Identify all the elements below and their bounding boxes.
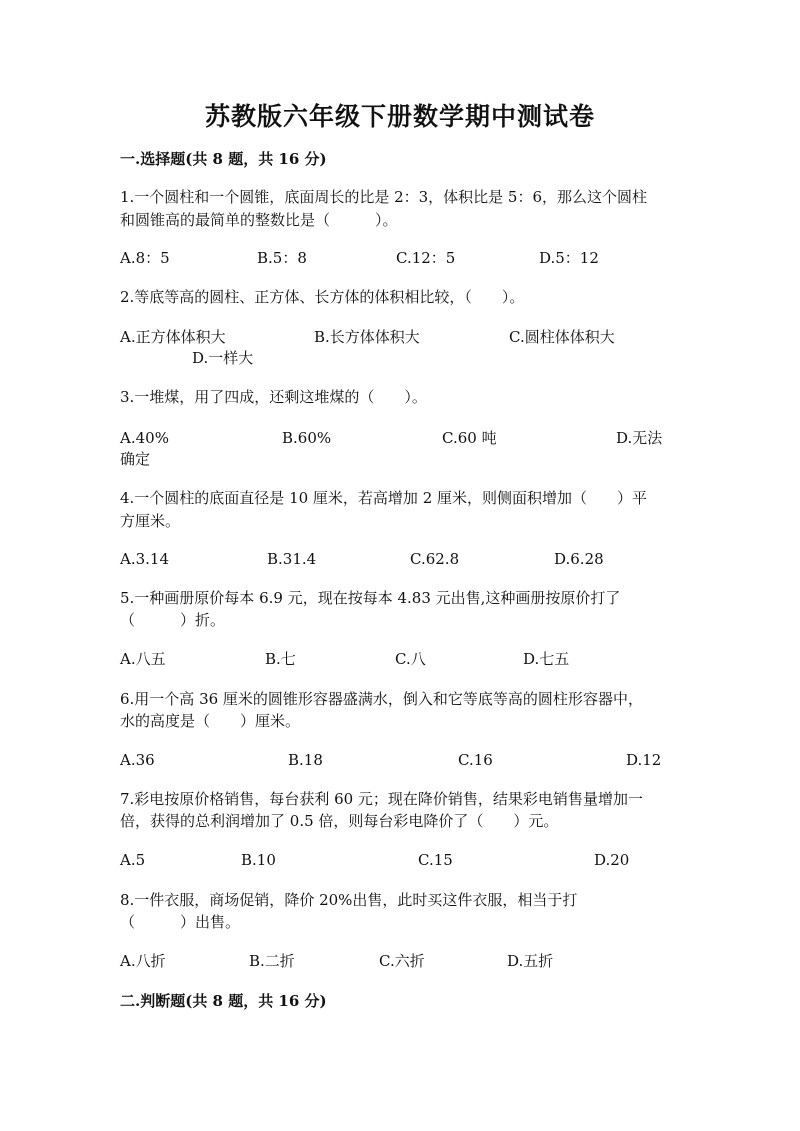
question-1-line-1: 1.一个圆柱和一个圆锥，底面周长的比是 2：3，体积比是 5：6，那么这个圆柱 bbox=[120, 188, 648, 206]
question-1-option-a: A.8：5 bbox=[120, 249, 170, 267]
question-2-line-1: 2.等底等高的圆柱、正方体、长方体的体积相比较，（ ）。 bbox=[120, 288, 525, 306]
page-title: 苏教版六年级下册数学期中测试卷 bbox=[204, 102, 595, 131]
question-8-line-1: 8.一件衣服，商场促销，降价 20%出售，此时买这件衣服，相当于打 bbox=[120, 891, 578, 909]
question-4-line-2: 方厘米。 bbox=[120, 512, 181, 530]
question-8-option-d: D.五折 bbox=[507, 952, 554, 970]
question-3-line-1: 3.一堆煤，用了四成，还剩这堆煤的（ ）。 bbox=[120, 388, 427, 406]
question-5-line-2: （ ）折。 bbox=[120, 611, 226, 629]
question-6-option-d: D.12 bbox=[626, 751, 662, 769]
question-6-option-b: B.18 bbox=[288, 751, 323, 769]
question-1-option-d: D.5：12 bbox=[539, 249, 599, 267]
question-2-option-b: B.长方体体积大 bbox=[314, 328, 420, 346]
question-4-option-b: B.31.4 bbox=[267, 550, 317, 568]
question-8-line-2: （ ）出售。 bbox=[120, 913, 241, 931]
question-6-line-2: 水的高度是（ ）厘米。 bbox=[120, 712, 301, 730]
question-7-option-b: B.10 bbox=[241, 851, 276, 869]
question-4-option-c: C.62.8 bbox=[410, 550, 460, 568]
section-heading-choice: 一.选择题(共 8 题，共 16 分) bbox=[120, 150, 327, 168]
question-4-option-a: A.3.14 bbox=[120, 550, 169, 568]
question-5-option-b: B.七 bbox=[265, 650, 296, 668]
question-5-line-1: 5.一种画册原价每本 6.9 元，现在按每本 4.83 元出售,这种画册按原价打了 bbox=[120, 589, 621, 607]
question-3-option-a: A.40% bbox=[120, 429, 169, 447]
question-7-option-a: A.5 bbox=[120, 851, 146, 869]
question-7-option-c: C.15 bbox=[418, 851, 453, 869]
question-2-option-c: C.圆柱体体积大 bbox=[509, 328, 615, 346]
section-heading-judgment: 二.判断题(共 8 题，共 16 分) bbox=[120, 992, 327, 1010]
question-8-option-b: B.二折 bbox=[249, 952, 295, 970]
question-2-option-d: D.一样大 bbox=[192, 349, 254, 367]
question-3-option-b: B.60% bbox=[282, 429, 332, 447]
question-1-option-c: C.12：5 bbox=[396, 249, 456, 267]
question-7-line-1: 7.彩电按原价格销售，每台获利 60 元；现在降价销售，结果彩电销售量增加一 bbox=[120, 790, 643, 808]
question-6-line-1: 6.用一个高 36 厘米的圆锥形容器盛满水，倒入和它等底等高的圆柱形容器中， bbox=[120, 690, 643, 708]
question-8-option-a: A.八折 bbox=[120, 952, 166, 970]
question-8-option-c: C.六折 bbox=[379, 952, 425, 970]
question-5-option-c: C.八 bbox=[395, 650, 426, 668]
question-3-option-d-continued: 确定 bbox=[120, 450, 151, 468]
question-7-line-2: 倍，获得的总利润增加了 0.5 倍，则每台彩电降价了（ ）元。 bbox=[120, 812, 559, 830]
question-3-option-d: D.无法 bbox=[616, 429, 663, 447]
question-4-line-1: 4.一个圆柱的底面直径是 10 厘米，若高增加 2 厘米，则侧面积增加（ ）平 bbox=[120, 489, 648, 507]
question-6-option-a: A.36 bbox=[120, 751, 155, 769]
question-2-option-a: A.正方体体积大 bbox=[120, 328, 226, 346]
question-5-option-a: A.八五 bbox=[120, 650, 166, 668]
question-4-option-d: D.6.28 bbox=[554, 550, 604, 568]
question-5-option-d: D.七五 bbox=[523, 650, 570, 668]
question-1-option-b: B.5：8 bbox=[257, 249, 307, 267]
question-3-option-c: C.60 吨 bbox=[442, 429, 497, 447]
question-7-option-d: D.20 bbox=[594, 851, 630, 869]
question-6-option-c: C.16 bbox=[458, 751, 493, 769]
question-1-line-2: 和圆锥高的最简单的整数比是（ ）。 bbox=[120, 211, 398, 229]
